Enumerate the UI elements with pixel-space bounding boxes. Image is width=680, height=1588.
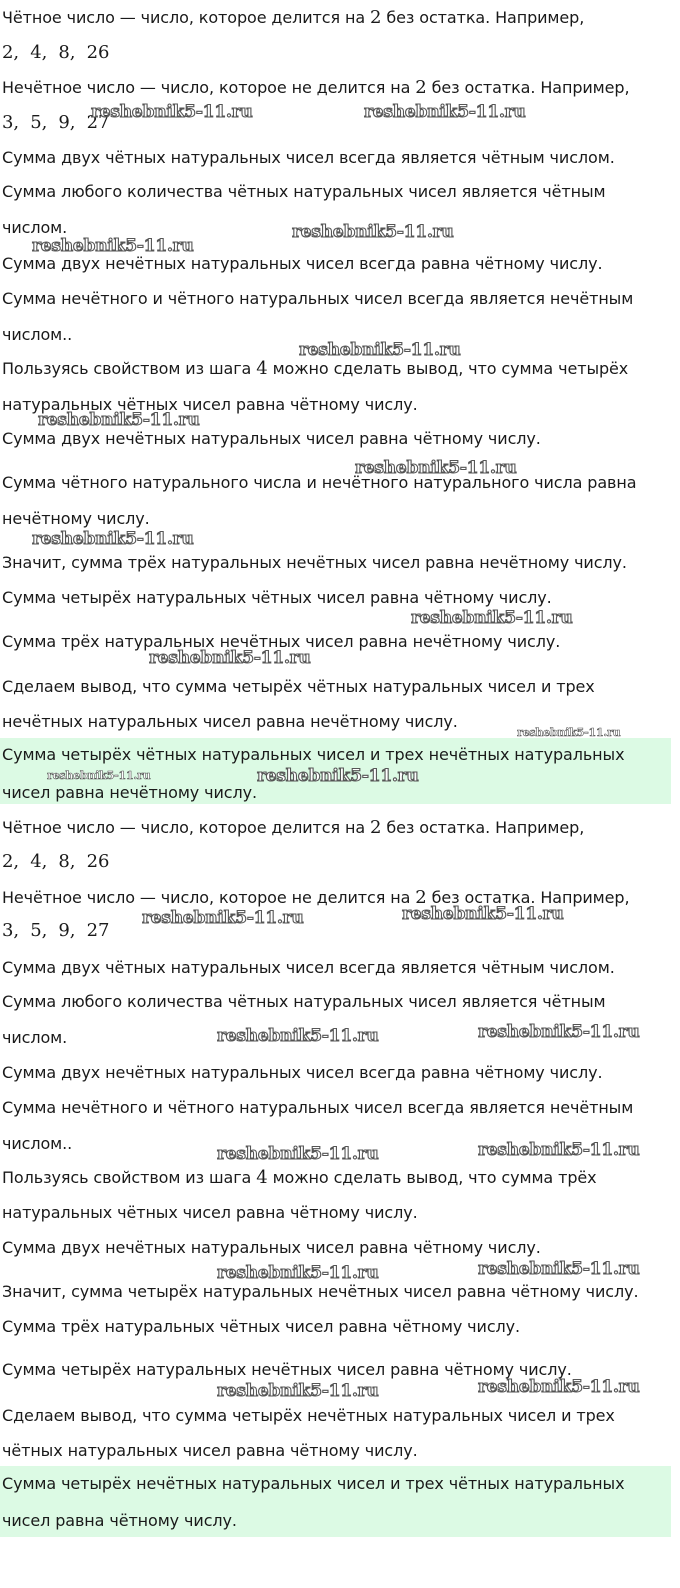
math-number: 4: [256, 1167, 268, 1188]
even-examples: 2, 4, 8, 26: [2, 851, 110, 872]
math-number: 2: [415, 887, 427, 908]
statement-two-odd: Сумма двух нечётных натуральных чисел равна чётному числу.: [2, 1238, 541, 1257]
conclusion-cont: нечётных натуральных чисел равна нечётному числу.: [2, 712, 458, 731]
answer-line-1: Сумма четырёх чётных натуральных чисел и трех нечётных натуральных: [2, 745, 625, 764]
watermark: reshebnik5-11.ru: [32, 236, 194, 256]
watermark: reshebnik5-11.ru: [299, 340, 461, 360]
math-number: 2: [415, 77, 427, 98]
step-text: Пользуясь свойством из шага: [2, 359, 257, 378]
answer-line-2: чисел равна чётному числу.: [2, 1511, 237, 1530]
answer-box: [0, 738, 671, 804]
step-text-tail: можно сделать вывод, что сумма трёх: [267, 1168, 597, 1187]
answer-line-1: Сумма четырёх нечётных натуральных чисел и трех чётных натуральных: [2, 1474, 625, 1493]
even-definition: [2, 8, 584, 28]
rule-any-even-sum-cont: числом.: [2, 218, 68, 237]
statement-even-plus-odd-cont: нечётному числу.: [2, 509, 150, 528]
watermark: reshebnik5-11.ru: [478, 1377, 640, 1397]
step-statement-cont: натуральных чётных чисел равна чётному числу.: [2, 1203, 418, 1222]
watermark: reshebnik5-11.ru: [32, 529, 194, 549]
statement-three-odd: Значит, сумма трёх натуральных нечётных чисел равна нечётному числу.: [2, 553, 627, 572]
step-statement: [2, 359, 628, 379]
statement-even-plus-odd: Сумма чётного натурального числа и нечётного натурального числа равна: [2, 473, 637, 492]
math-number: 2: [370, 817, 382, 838]
rule-odd-even-sum-cont: числом..: [2, 1134, 73, 1153]
watermark: reshebnik5-11.ru: [142, 908, 304, 928]
watermark: reshebnik5-11.ru: [257, 766, 419, 786]
odd-examples: 3, 5, 9, 27: [2, 112, 110, 133]
even-definition-tail: без остатка. Например,: [381, 818, 585, 837]
even-definition: [2, 818, 584, 838]
odd-definition: [2, 78, 629, 98]
conclusion: Сделаем вывод, что сумма четырёх нечётных натуральных чисел и трех: [2, 1406, 615, 1425]
step-statement-cont: натуральных чётных чисел равна чётному числу.: [2, 395, 418, 414]
conclusion: Сделаем вывод, что сумма четырёх чётных натуральных чисел и трех: [2, 677, 595, 696]
watermark: reshebnik5-11.ru: [402, 904, 564, 924]
statement-four-even: Сумма четырёх натуральных чётных чисел равна чётному числу.: [2, 588, 552, 607]
watermark: reshebnik5-11.ru: [38, 410, 200, 430]
even-definition-text: Чётное число — число, которое делится на: [2, 8, 371, 27]
step-statement: [2, 1168, 597, 1188]
odd-definition-tail: без остатка. Например,: [426, 78, 630, 97]
rule-odd-sum: Сумма двух нечётных натуральных чисел всегда равна чётному числу.: [2, 254, 603, 273]
rule-odd-even-sum: Сумма нечётного и чётного натуральных чисел всегда является нечётным: [2, 289, 634, 308]
math-number: 2: [370, 7, 382, 28]
rule-any-even-sum: Сумма любого количества чётных натуральных чисел является чётным: [2, 992, 606, 1011]
odd-definition-text: Нечётное число — число, которое не делится на: [2, 78, 416, 97]
statement-three-even: Сумма трёх натуральных чётных чисел равна чётному числу.: [2, 1317, 521, 1336]
watermark: reshebnik5-11.ru: [217, 1263, 379, 1283]
rule-odd-sum: Сумма двух нечётных натуральных чисел всегда равна чётному числу.: [2, 1063, 603, 1082]
watermark: reshebnik5-11.ru: [217, 1381, 379, 1401]
watermark: reshebnik5-11.ru: [478, 1140, 640, 1160]
conclusion-cont: чётных натуральных чисел равна чётному числу.: [2, 1441, 418, 1460]
odd-examples: 3, 5, 9, 27: [2, 920, 110, 941]
watermark: reshebnik5-11.ru: [478, 1259, 640, 1279]
answer-box: [0, 1466, 671, 1537]
watermark-small: reshebnik5-11.ru: [517, 726, 621, 739]
watermark: reshebnik5-11.ru: [478, 1022, 640, 1042]
odd-definition-tail: без остатка. Например,: [426, 888, 630, 907]
rule-any-even-sum: Сумма любого количества чётных натуральных чисел является чётным: [2, 182, 606, 201]
rule-any-even-sum-cont: числом.: [2, 1028, 68, 1047]
statement-three-odd-sum: Сумма трёх натуральных нечётных чисел равна нечётному числу.: [2, 632, 561, 651]
even-examples: 2, 4, 8, 26: [2, 42, 110, 63]
statement-four-odd: Значит, сумма четырёх натуральных нечётных чисел равна чётному числу.: [2, 1282, 639, 1301]
watermark: reshebnik5-11.ru: [411, 608, 573, 628]
step-text-tail: можно сделать вывод, что сумма четырёх: [267, 359, 629, 378]
watermark: reshebnik5-11.ru: [355, 458, 517, 478]
watermark: reshebnik5-11.ru: [292, 222, 454, 242]
odd-definition-text: Нечётное число — число, которое не делится на: [2, 888, 416, 907]
watermark: reshebnik5-11.ru: [149, 648, 311, 668]
rule-even-sum: Сумма двух чётных натуральных чисел всегда является чётным числом.: [2, 958, 615, 977]
watermark: reshebnik5-11.ru: [91, 102, 253, 122]
even-definition-tail: без остатка. Например,: [381, 8, 585, 27]
watermark-small: reshebnik5-11.ru: [47, 769, 151, 782]
step-text: Пользуясь свойством из шага: [2, 1168, 257, 1187]
rule-even-sum: Сумма двух чётных натуральных чисел всегда является чётным числом.: [2, 148, 615, 167]
statement-four-odd-sum: Сумма четырёх натуральных нечётных чисел равна чётному числу.: [2, 1360, 572, 1379]
even-definition-text: Чётное число — число, которое делится на: [2, 818, 371, 837]
rule-odd-even-sum: Сумма нечётного и чётного натуральных чисел всегда является нечётным: [2, 1098, 634, 1117]
watermark: reshebnik5-11.ru: [217, 1144, 379, 1164]
watermark: reshebnik5-11.ru: [217, 1026, 379, 1046]
math-number: 4: [256, 358, 268, 379]
statement-two-odd: Сумма двух нечётных натуральных чисел равна чётному числу.: [2, 429, 541, 448]
watermark: reshebnik5-11.ru: [364, 102, 526, 122]
answer-line-2: чисел равна нечётному числу.: [2, 783, 257, 802]
rule-odd-even-sum-cont: числом..: [2, 325, 73, 344]
odd-definition: [2, 888, 629, 908]
